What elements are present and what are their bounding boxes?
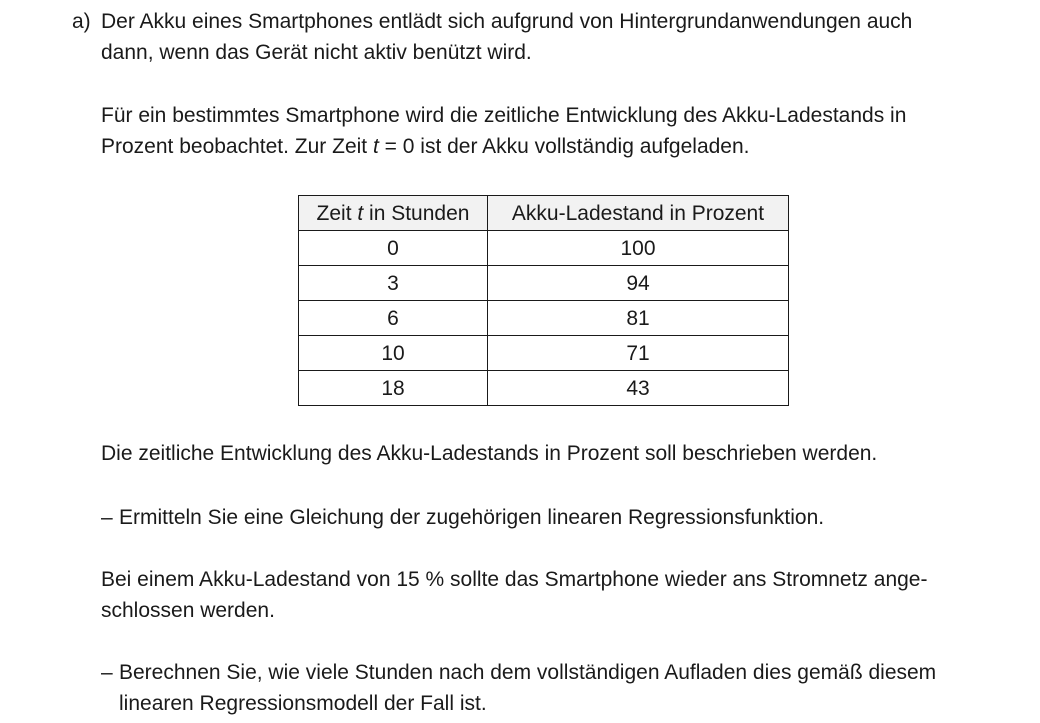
part-label: a): [72, 10, 91, 33]
observation-line-2-suffix: ist der Akku vollständig aufgeladen.: [420, 135, 750, 158]
intro-line-2: dann, wenn das Gerät nicht aktiv benützt wird.: [101, 41, 532, 64]
header-time-prefix: Zeit: [316, 201, 358, 225]
cell-charge: 81: [488, 301, 789, 336]
cell-time: 0: [299, 231, 488, 266]
task-2-line-2: linearen Regressionsmodell der Fall ist.: [119, 692, 487, 715]
table-header-row: [299, 196, 789, 231]
task-1: [101, 502, 1001, 533]
header-charge: Akku-Ladestand in Prozent: [488, 196, 789, 231]
header-time: [299, 196, 488, 231]
statement-2: [101, 564, 991, 626]
observation-line-2: [101, 131, 991, 162]
cell-charge: 71: [488, 336, 789, 371]
intro-paragraph: [101, 6, 991, 68]
table-row: [299, 231, 789, 266]
header-time-suffix: in Stunden: [363, 201, 470, 225]
time-equals-zero: = 0: [378, 135, 421, 158]
time-variable-equation: [373, 135, 420, 158]
cell-time: 6: [299, 301, 488, 336]
cell-time: 18: [299, 371, 488, 406]
cell-charge: 94: [488, 266, 789, 301]
cell-time: 3: [299, 266, 488, 301]
cell-charge: 100: [488, 231, 789, 266]
intro-line-1: Der Akku eines Smartphones entlädt sich aufgrund von Hintergrundanwendungen auch: [101, 10, 913, 33]
task-1-text: Ermitteln Sie eine Gleichung der zugehörigen linearen Regressionsfunktion.: [119, 506, 825, 529]
table-row: [299, 336, 789, 371]
observation-line-2-prefix: Prozent beobachtet. Zur Zeit: [101, 135, 373, 158]
time-variable: t: [372, 135, 379, 158]
table-row: [299, 371, 789, 406]
statement-1: [101, 438, 991, 469]
cell-charge: 43: [488, 371, 789, 406]
observation-paragraph: [101, 100, 991, 162]
task-2-line-1: Berechnen Sie, wie viele Stunden nach dem vollständigen Aufladen dies gemäß diesem: [119, 661, 937, 684]
statement-2-line-1: Bei einem Akku-Ladestand von 15 % sollte das Smartphone wieder ans Stromnetz ange-: [101, 568, 928, 591]
statement-2-line-2: schlossen werden.: [101, 599, 275, 622]
table-row: [299, 266, 789, 301]
table-row: [299, 301, 789, 336]
task-2-dash: –: [101, 661, 113, 684]
header-time-variable: t: [357, 201, 364, 225]
statement-1-text: Die zeitliche Entwicklung des Akku-Ladestands in Prozent soll beschrieben werden.: [101, 442, 878, 465]
observation-line-1: Für ein bestimmtes Smartphone wird die zeitliche Entwicklung des Akku-Ladestands in: [101, 104, 907, 127]
task-2: [101, 657, 1001, 719]
cell-time: 10: [299, 336, 488, 371]
charge-table: [298, 195, 789, 406]
task-1-dash: –: [101, 506, 113, 529]
